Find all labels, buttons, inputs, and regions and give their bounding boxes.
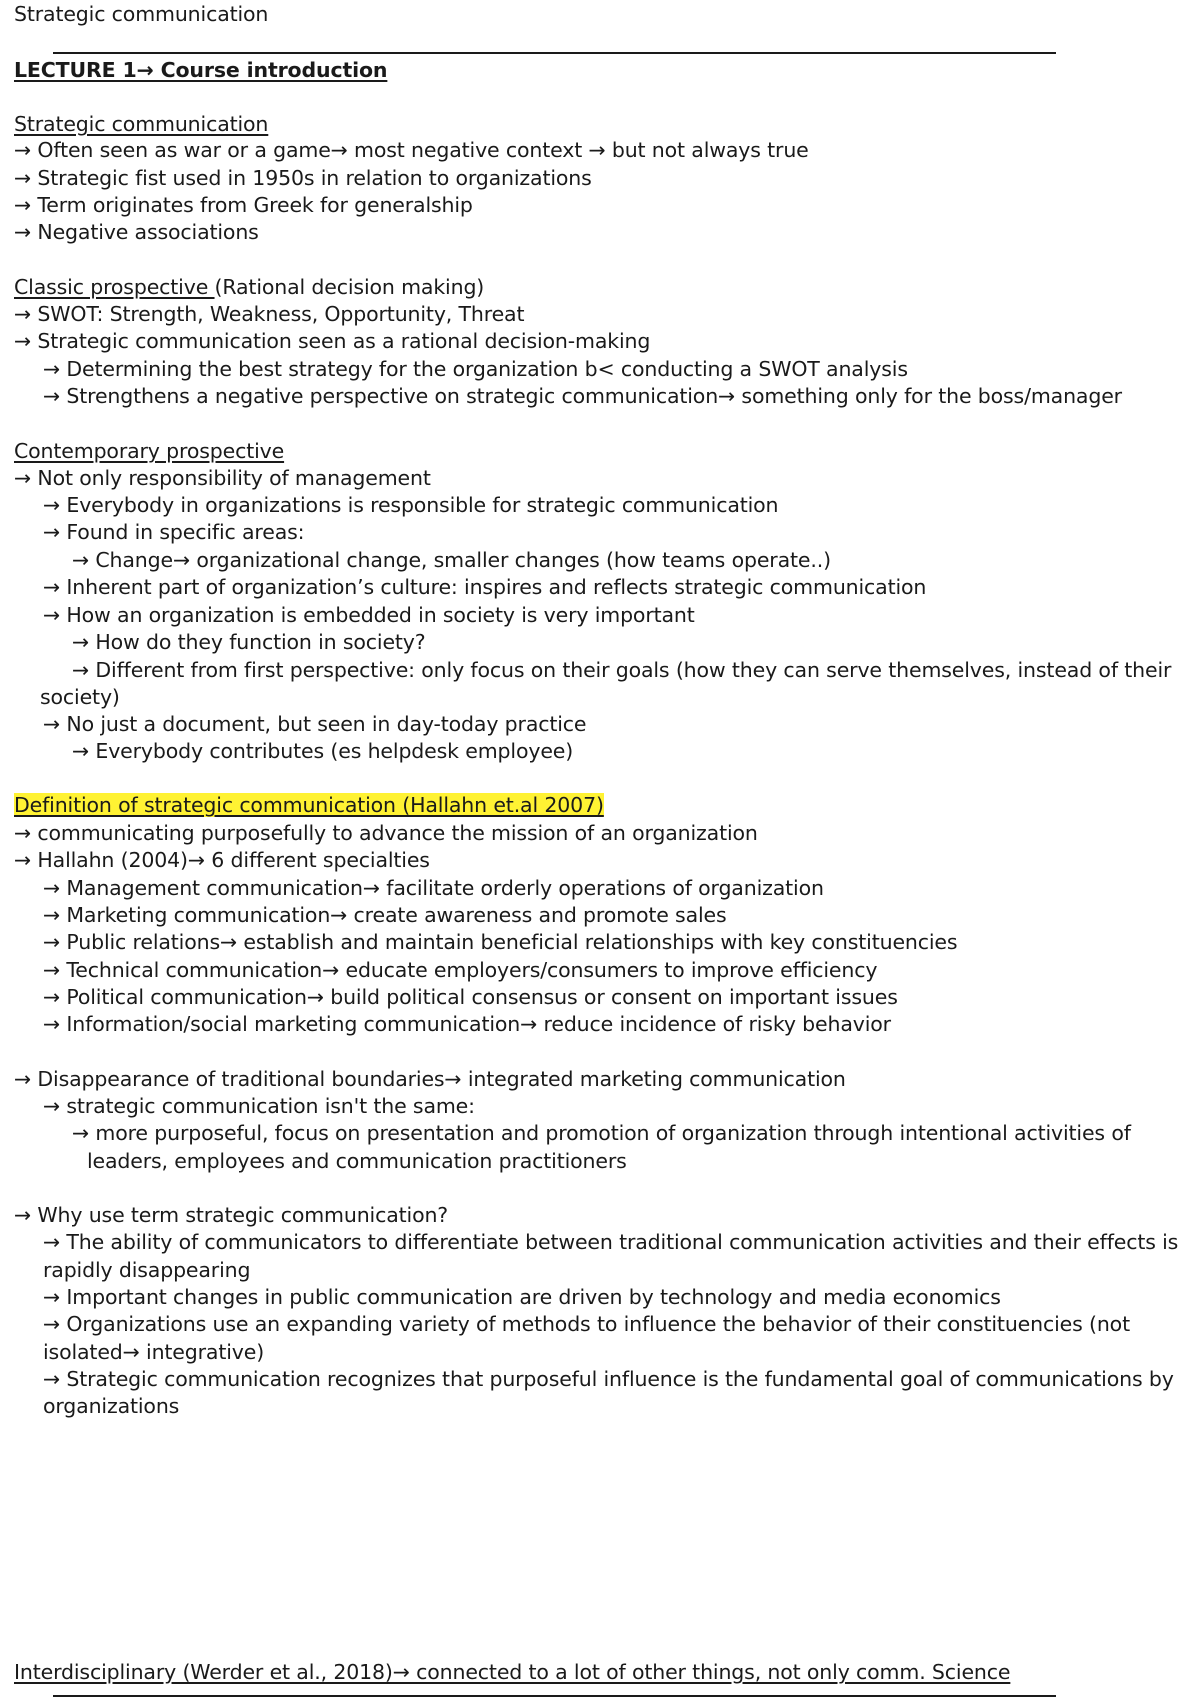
list-item: → Strategic communication seen as a rational decision-making [14,329,651,353]
list-item: → Hallahn (2004)→ 6 different specialties [14,848,430,872]
list-item: → No just a document, but seen in day-today practice [43,712,587,736]
list-item: → Determining the best strategy for the organization b< conducting a SWOT analysis [43,357,908,381]
list-item: → strategic communication isn't the same: [43,1094,475,1118]
definition-heading-highlight: Definition of strategic communication (Hallahn et.al 2007) [14,793,604,817]
classic-heading-rest: (Rational decision making) [214,275,485,299]
list-item: → Organizations use an expanding variety of methods to influence the behavior of their constituencies (not [43,1312,1130,1336]
list-item: → Why use term strategic communication? [14,1203,449,1227]
list-item: → Term originates from Greek for generalship [14,193,473,217]
list-item: → more purposeful, focus on presentation and promotion of organization through intentional activities of [72,1121,1131,1145]
list-item: → Strengthens a negative perspective on strategic communication→ something only for the boss/manager [43,384,1122,408]
list-item: → Strategic fist used in 1950s in relation to organizations [14,166,592,190]
footer-divider [53,1695,1056,1697]
list-item: → Management communication→ facilitate orderly operations of organization [43,876,824,900]
document-title: Strategic communication [14,2,269,26]
list-item: → Everybody in organizations is responsible for strategic communication [43,493,779,517]
list-item: → Different from first perspective: only focus on their goals (how they can serve themselves, instead of their [72,658,1172,682]
list-item: → Disappearance of traditional boundaries→ integrated marketing communication [14,1067,846,1091]
section-heading-interdisciplinary: Interdisciplinary (Werder et al., 2018)→ connected to a lot of other things, not only comm. Science [14,1660,1011,1684]
list-item: → Technical communication→ educate employers/consumers to improve efficiency [43,958,878,982]
list-item: → Important changes in public communication are driven by technology and media economics [43,1285,1001,1309]
list-item: → Change→ organizational change, smaller changes (how teams operate..) [72,548,831,572]
list-item: → How an organization is embedded in society is very important [43,603,695,627]
list-item-continuation: isolated→ integrative) [43,1340,265,1364]
list-item: → Everybody contributes (es helpdesk employee) [72,739,574,763]
section-heading-strategic: Strategic communication [14,112,269,136]
list-item-continuation: rapidly disappearing [43,1258,251,1282]
list-item: → Political communication→ build political consensus or consent on important issues [43,985,898,1009]
list-item: → Strategic communication recognizes that purposeful influence is the fundamental goal of communications by [43,1367,1174,1391]
list-item: → Marketing communication→ create awareness and promote sales [43,903,727,927]
section-heading-definition [14,791,604,819]
section-heading-classic [14,273,484,301]
list-item: → Public relations→ establish and maintain beneficial relationships with key constituencies [43,930,958,954]
list-item: → The ability of communicators to differentiate between traditional communication activities and their effects is [43,1230,1179,1254]
list-item: → Not only responsibility of management [14,466,431,490]
list-item: → SWOT: Strength, Weakness, Opportunity, Threat [14,302,525,326]
section-heading-contemporary: Contemporary prospective [14,439,285,463]
list-item: → How do they function in society? [72,630,426,654]
list-item: → Negative associations [14,220,259,244]
list-item: → Found in specific areas: [43,520,305,544]
list-item-continuation: society) [40,685,120,709]
list-item: → Inherent part of organization’s culture: inspires and reflects strategic communication [43,575,927,599]
header-divider [53,52,1056,54]
classic-heading-underlined: Classic prospective [14,275,215,299]
lecture-heading: LECTURE 1→ Course introduction [14,58,388,82]
list-item-continuation: leaders, employees and communication practitioners [87,1149,627,1173]
list-item: → Information/social marketing communication→ reduce incidence of risky behavior [43,1012,891,1036]
list-item: → Often seen as war or a game→ most negative context → but not always true [14,138,809,162]
list-item-continuation: organizations [43,1394,180,1418]
list-item: → communicating purposefully to advance the mission of an organization [14,821,758,845]
